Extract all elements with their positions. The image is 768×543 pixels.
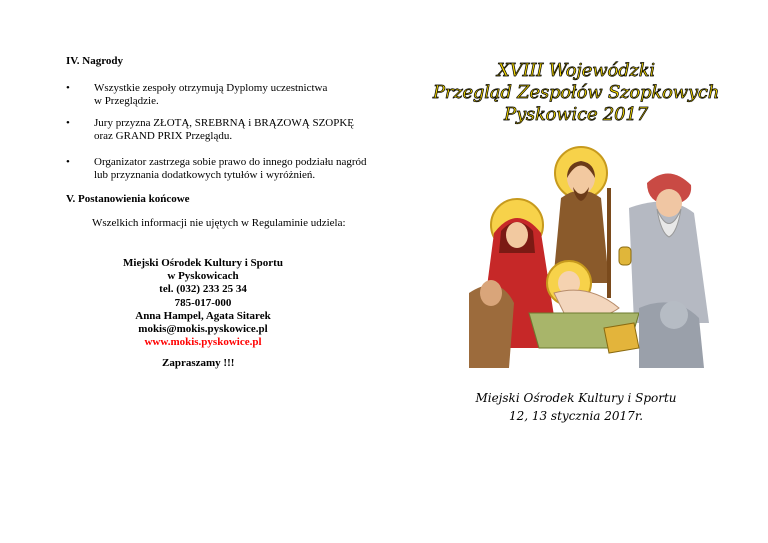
website-link[interactable]: www.mokis.pyskowice.pl (144, 336, 262, 349)
footer-dates: 12, 13 stycznia 2017r. (508, 409, 644, 423)
bullet-line: Wszystkie zespoły otrzymują Dyplomy uczestnictwa (94, 82, 328, 94)
bullet-line: Jury przyzna ZŁOTĄ, SREBRNĄ i BRĄZOWĄ SZOPKĘ (94, 117, 355, 129)
bullet-line: w Przeglądzie. (94, 95, 159, 107)
bullet-line: oraz GRAND PRIX Przeglądu. (94, 130, 233, 142)
contact-block (118, 257, 288, 349)
section-prizes-title: IV. Nagrody (66, 55, 124, 67)
section-final-provisions-title: V. Postanowienia końcowe (66, 193, 190, 205)
footer-organizer: Miejski Ośrodek Kultury i Sportu (475, 391, 677, 405)
contact-people: Anna Hampel, Agata Sitarek (135, 309, 271, 322)
contact-phone2: 785-017-000 (174, 296, 232, 309)
title-line-1: XVIII Wojewódzki (497, 60, 655, 81)
bullet-marker: • (66, 117, 70, 129)
contact-city: w Pyskowicach (167, 270, 239, 283)
info-text: Wszelkich informacji nie ujętych w Regulaminie udziela: (92, 217, 346, 229)
contact-email[interactable]: mokis@mokis.pyskowice.pl (138, 323, 268, 336)
title-line-3: Pyskowice 2017 (504, 104, 648, 125)
bullet-line: lub przyznania dodatkowych tytułów i wyróżnień. (94, 169, 316, 181)
right-page (384, 0, 768, 543)
bullet-marker: • (66, 82, 70, 94)
bullet-line: Organizator zastrzega sobie prawo do innego podziału nagród (94, 156, 367, 168)
contact-phone: tel. (032) 233 25 34 (159, 283, 247, 296)
contact-org: Miejski Ośrodek Kultury i Sportu (123, 257, 283, 269)
title-line-2: Przegląd Zespołów Szopkowych (432, 82, 720, 103)
bullet-marker: • (66, 156, 70, 168)
closing-text: Zapraszamy !!! (162, 357, 235, 369)
nativity-scene-illustration (469, 143, 719, 368)
